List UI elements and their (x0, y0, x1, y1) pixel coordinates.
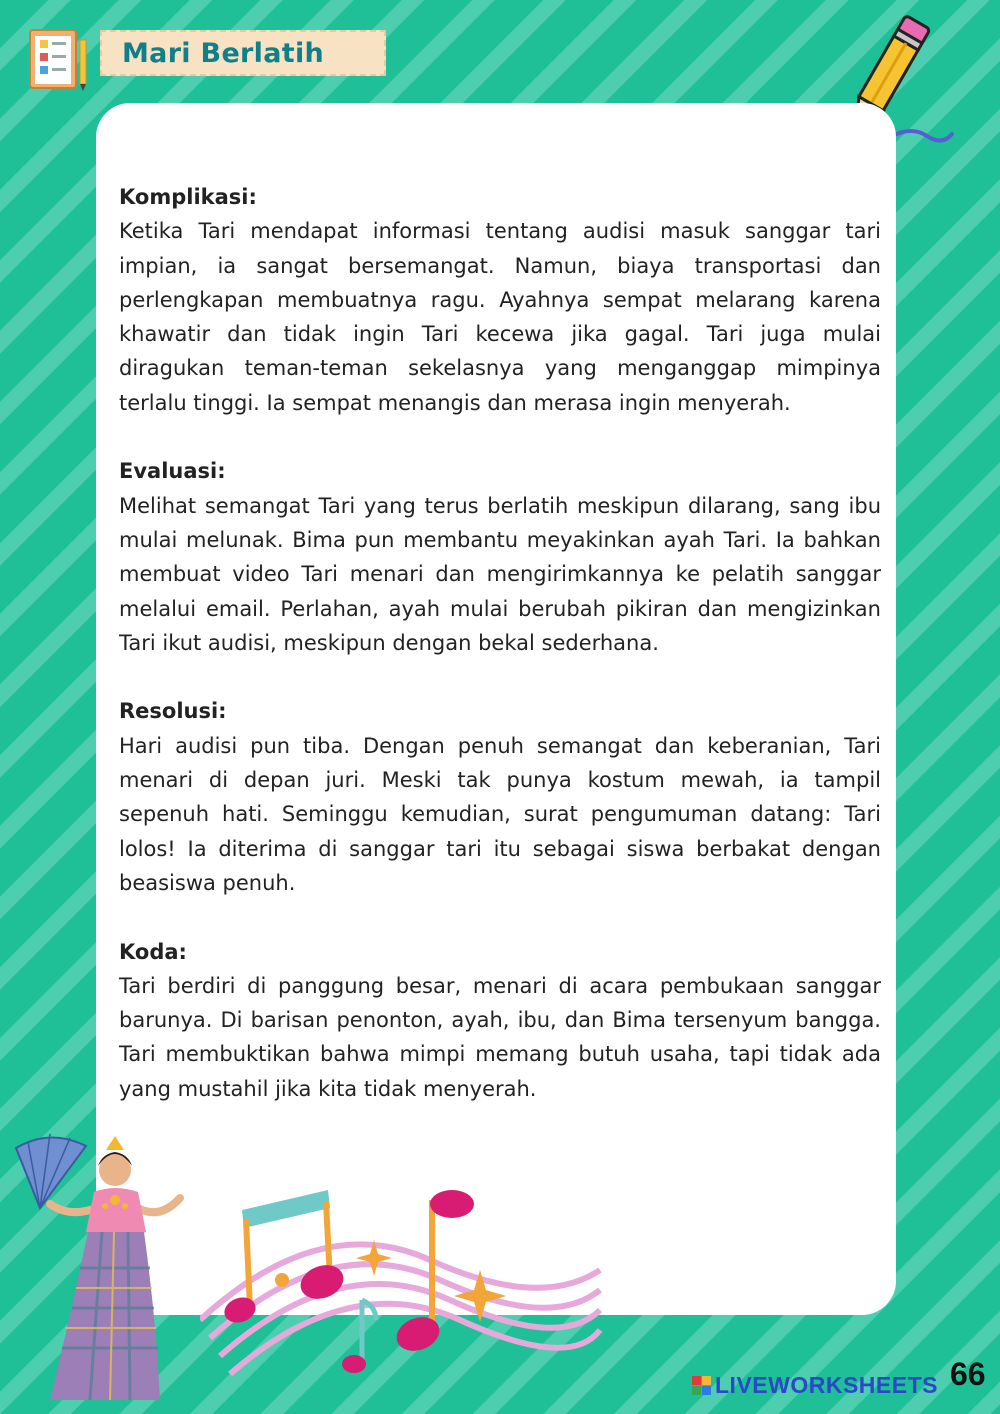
section-heading: Evaluasi: (119, 459, 226, 484)
section-heading: Resolusi: (119, 699, 227, 724)
story-content (119, 180, 881, 1140)
section-komplikasi (119, 180, 881, 420)
brand-name: LIVEWORKSHEETS (715, 1372, 938, 1398)
section-text: Tari berdiri di panggung besar, menari di acara pembukaan sanggar barunya. Di barisan penonton, ayah, ibu, dan Bima tersenyum bangga. Tari membuktikan bahwa mimpi memang butuh usaha, tapi tidak ada yang mustahil jika kita tidak menyerah. (119, 973, 881, 1101)
section-resolusi (119, 694, 881, 900)
music-notes-illustration (200, 1170, 610, 1400)
liveworksheets-logo (692, 1372, 938, 1399)
page-title: Mari Berlatih (122, 37, 325, 69)
dancer-illustration (10, 1128, 200, 1406)
liveworksheets-logo-icon (692, 1376, 711, 1395)
section-heading: Komplikasi: (119, 185, 257, 209)
section-koda (119, 935, 881, 1106)
page-number: 66 (950, 1356, 986, 1392)
section-evaluasi (119, 454, 881, 660)
checklist-clipboard-icon (26, 24, 92, 94)
section-text: Melihat semangat Tari yang terus berlatih meskipun dilarang, sang ibu mulai melunak. Bima pun membantu meyakinkan ayah Tari. Ia bahkan membuat video Tari menari dan mengirimkannya ke pelatih sanggar melalui email. Perlahan, ayah mulai berubah pikiran dan mengizinkan Tari ikut audisi, meskipun dengan bekal sederhana. (119, 493, 881, 655)
section-heading: Koda: (119, 939, 187, 964)
section-text: Ketika Tari mendapat informasi tentang audisi masuk sanggar tari impian, ia sangat bersemangat. Namun, biaya transportasi dan perlengkapan membuatnya ragu. Ayahnya sempat melarang karena khawatir dan tidak ingin Tari kecewa jika gagal. Tari juga mulai diragukan teman-teman sekelasnya yang menganggap mimpinya terlalu tinggi. Ia sempat menangis dan merasa ingin menyerah. (119, 219, 881, 415)
section-text: Hari audisi pun tiba. Dengan penuh semangat dan keberanian, Tari menari di depan juri. Meski tak punya kostum mewah, ia tampil sepenuh hati. Seminggu kemudian, surat pengumuman datang: Tari lolos! Ia diterima di sanggar tari itu sebagai siswa berbakat dengan beasiswa penuh. (119, 733, 881, 895)
title-banner (100, 30, 386, 76)
